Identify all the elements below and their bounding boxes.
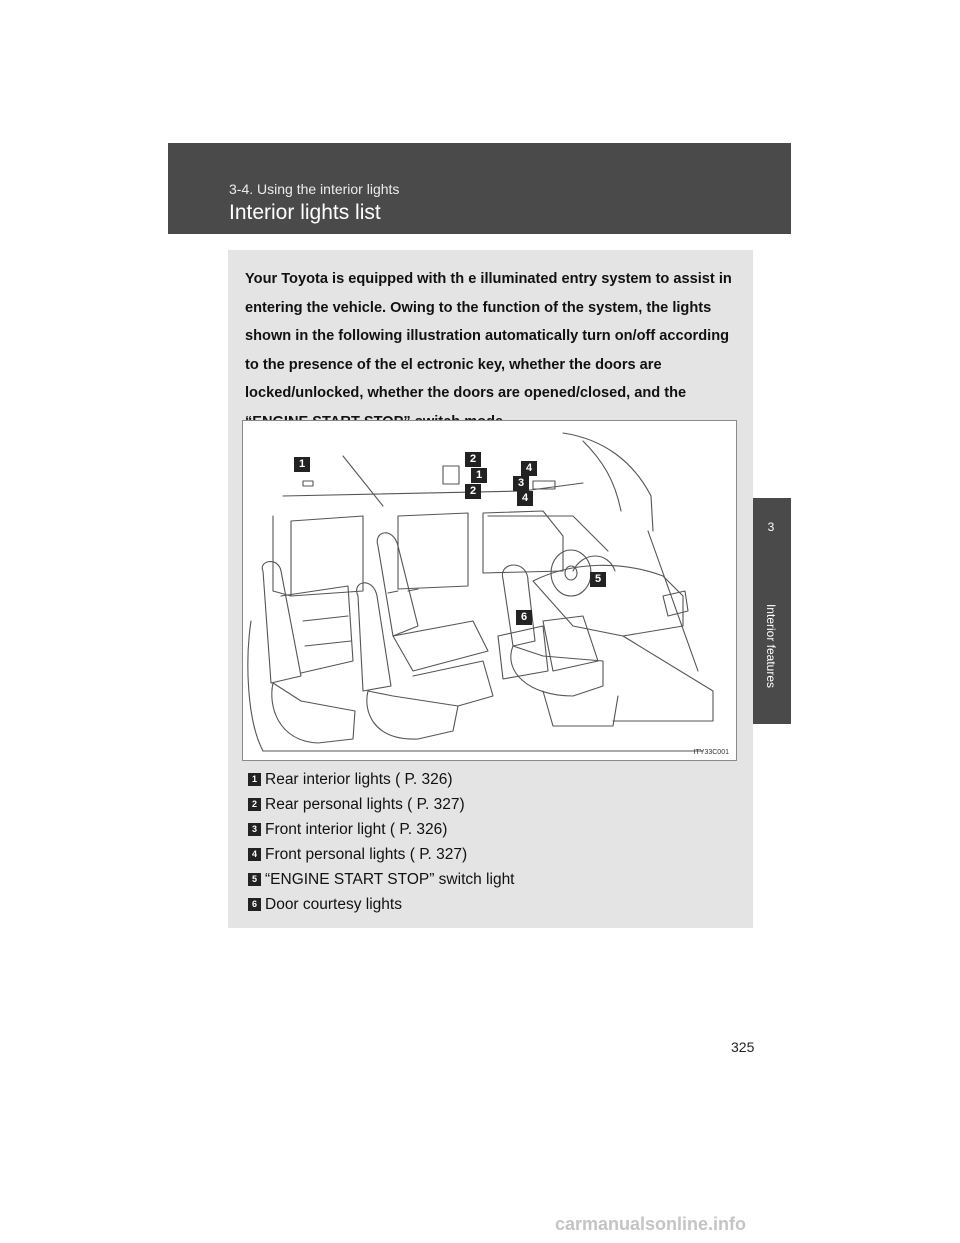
legend-text: “ENGINE START STOP” switch light — [265, 871, 515, 888]
callout-rear-interior-light: 1 — [471, 468, 487, 483]
legend-text: Front personal lights ( P. 327) — [265, 846, 468, 863]
legend-text: Rear personal lights ( P. 327) — [265, 796, 465, 813]
content-box — [228, 250, 753, 928]
callout-engine-switch-light: 5 — [590, 572, 606, 587]
callout-rear-personal-light: 2 — [465, 484, 481, 499]
legend-item — [248, 792, 728, 817]
legend-number-badge: 3 — [248, 823, 261, 836]
legend-item — [248, 892, 728, 917]
callout-front-personal-light: 4 — [517, 491, 533, 506]
intro-paragraph: Your Toyota is equipped with th e illuminated entry system to assist in entering the vehicle. Owing to the function of the system, the lights shown in the following illustration automatically turn on/off according to the presence of the el ectronic key, whether the doors are locked/unlocked, whether the doors are opened/closed, and the — [245, 271, 732, 401]
legend-number-badge: 2 — [248, 798, 261, 811]
section-label: 3-4. Using the interior lights — [229, 181, 400, 197]
callout-rear-interior-light: 1 — [294, 457, 310, 472]
callout-rear-personal-light: 2 — [465, 452, 481, 467]
legend-text: Door courtesy lights — [265, 896, 402, 913]
legend-item — [248, 767, 728, 792]
legend-text: Rear interior lights ( P. 326) — [265, 771, 453, 788]
legend-number-badge: 6 — [248, 898, 261, 911]
legend-number-badge: 5 — [248, 873, 261, 886]
page-number: 325 — [731, 1039, 755, 1055]
vehicle-interior-drawing — [243, 421, 736, 760]
callout-door-courtesy-light: 6 — [516, 610, 532, 625]
vehicle-interior-illustration — [242, 420, 737, 761]
legend-number-badge: 1 — [248, 773, 261, 786]
legend-item — [248, 867, 728, 892]
page-title: Interior lights list — [229, 201, 381, 224]
chapter-number: 3 — [767, 520, 775, 534]
legend-item — [248, 817, 728, 842]
figure-code: ITY33C001 — [693, 749, 729, 756]
callout-front-interior-light: 3 — [513, 476, 529, 491]
legend-text: Front interior light ( P. 326) — [265, 821, 448, 838]
chapter-label: Interior features — [764, 603, 778, 689]
legend-item — [248, 842, 728, 867]
legend-number-badge: 4 — [248, 848, 261, 861]
lights-legend — [248, 767, 728, 917]
callout-front-personal-light: 4 — [521, 461, 537, 476]
chapter-side-tab[interactable] — [751, 498, 791, 724]
watermark: carmanualsonline.info — [555, 1214, 747, 1234]
